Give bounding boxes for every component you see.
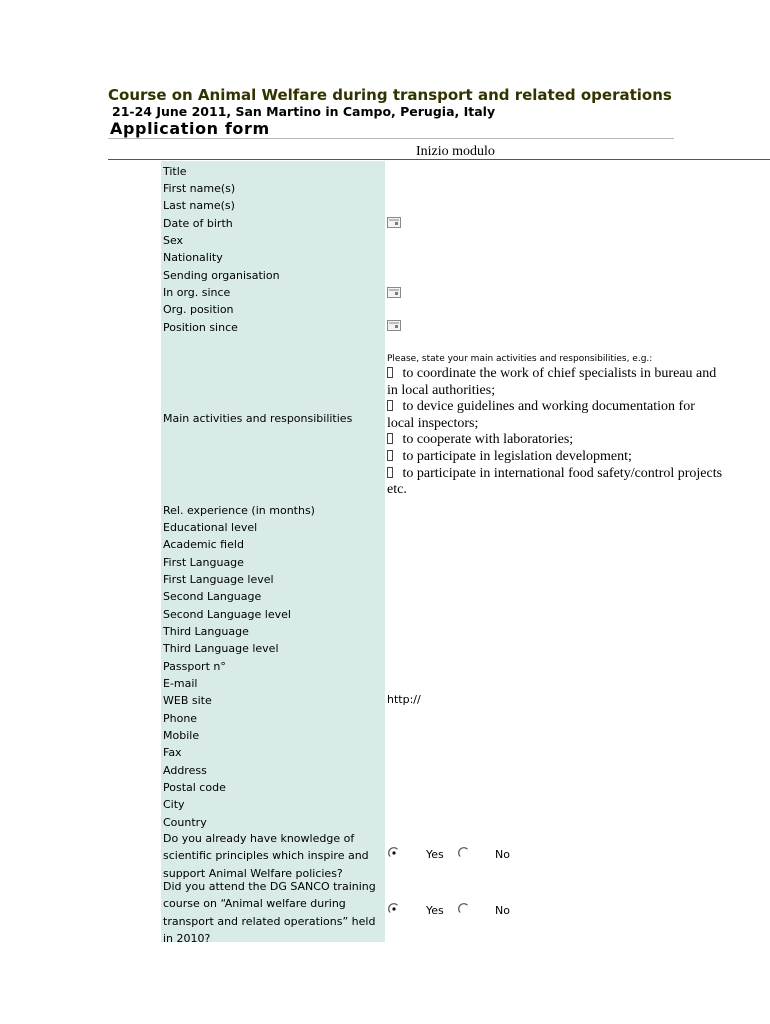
label-question-dg-sanco-course: Did you attend the DG SANCO training course on “Animal welfare during transport and related operations” held in 2010?	[163, 880, 376, 945]
label-first-language-level: First Language level	[163, 573, 274, 586]
label-date-of-birth: Date of birth	[163, 217, 233, 230]
q2-yes-label: Yes	[426, 904, 444, 917]
main-activities-line: local inspectors;	[387, 415, 479, 431]
label-postal-code: Postal code	[163, 781, 226, 794]
q2-yes-radio[interactable]	[388, 903, 400, 915]
q2-no-radio[interactable]	[458, 903, 470, 915]
main-activities-line: in local authorities;	[387, 382, 496, 398]
main-activities-line: to cooperate with laboratories;	[387, 432, 759, 449]
label-academic-field: Academic field	[163, 538, 244, 551]
q1-yes-radio[interactable]	[388, 847, 400, 859]
main-activities-line: to device guidelines and working documentation for	[387, 399, 759, 416]
label-last-name: Last name(s)	[163, 199, 235, 212]
label-second-language: Second Language	[163, 590, 262, 603]
bullet-icon	[387, 400, 393, 411]
label-country: Country	[163, 816, 207, 829]
form-divider	[108, 159, 770, 160]
main-activities-note: Please, state your main activities and responsibilities, e.g.:	[387, 354, 653, 364]
main-activities-line: etc.	[387, 482, 407, 498]
label-question-aw-knowledge: Do you already have knowledge of scientific principles which inspire and support Animal Welfare policies?	[163, 832, 369, 880]
course-title: Course on Animal Welfare during transport and related operations	[108, 86, 672, 104]
main-activities-line: to participate in legislation development;	[387, 449, 759, 466]
bullet-icon	[387, 367, 393, 378]
q1-no-radio[interactable]	[458, 847, 470, 859]
label-third-language-level: Third Language level	[163, 642, 279, 655]
label-second-language-level: Second Language level	[163, 608, 291, 621]
label-rel-experience: Rel. experience (in months)	[163, 504, 315, 517]
label-in-org-since: In org. since	[163, 286, 231, 299]
label-passport: Passport n°	[163, 660, 226, 673]
bullet-icon	[387, 433, 393, 444]
q2-no-label: No	[495, 904, 510, 917]
label-phone: Phone	[163, 712, 198, 725]
in-org-since-calendar-icon[interactable]	[387, 287, 401, 298]
label-first-language: First Language	[163, 556, 244, 569]
bullet-icon	[387, 450, 393, 461]
dob-calendar-icon[interactable]	[387, 217, 401, 228]
label-title: Title	[163, 165, 187, 178]
header-divider	[108, 138, 674, 139]
application-form-title: Application form	[110, 119, 270, 138]
q1-no-label: No	[495, 848, 510, 861]
label-website: WEB site	[163, 694, 212, 707]
label-sending-organisation: Sending organisation	[163, 269, 280, 282]
label-org-position: Org. position	[163, 303, 234, 316]
label-nationality: Nationality	[163, 251, 223, 264]
course-dates-location: 21-24 June 2011, San Martino in Campo, Perugia, Italy	[112, 104, 496, 119]
main-activities-examples	[387, 366, 759, 499]
label-main-activities: Main activities and responsibilities	[163, 412, 353, 425]
q1-yes-label: Yes	[426, 848, 444, 861]
bullet-icon	[387, 467, 393, 478]
website-value[interactable]: http://	[387, 693, 421, 706]
position-since-calendar-icon[interactable]	[387, 320, 401, 331]
main-activities-line: to participate in international food safety/control projects	[387, 466, 759, 483]
label-mobile: Mobile	[163, 729, 200, 742]
main-activities-line: to coordinate the work of chief specialists in bureau and	[387, 366, 759, 383]
label-third-language: Third Language	[163, 625, 249, 638]
label-fax: Fax	[163, 746, 182, 759]
label-educational-level: Educational level	[163, 521, 258, 534]
form-start-label: Inizio modulo	[416, 144, 495, 159]
label-email: E-mail	[163, 677, 198, 690]
label-sex: Sex	[163, 234, 184, 247]
label-first-name: First name(s)	[163, 182, 236, 195]
label-city: City	[163, 798, 185, 811]
label-position-since: Position since	[163, 321, 238, 334]
label-address: Address	[163, 764, 207, 777]
